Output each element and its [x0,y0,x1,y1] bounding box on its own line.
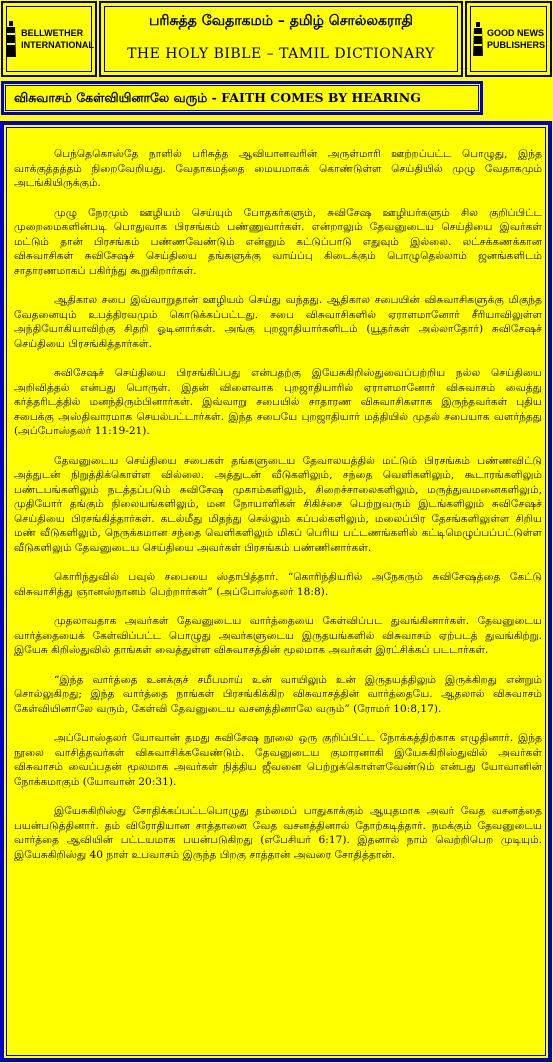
section-title-bar [1,81,483,115]
content-box [0,121,552,1062]
paragraph: முதலாவதாக அவர்கள் தேவனுடைய வார்த்தையை கேள்விப்பட துவங்கினார்கள். தேவனுடைய வார்த்தையைக் கேள்விப்பட்ட பொழுது அவர்களுடைய இருதயங்களில் விசுவாசம் ஏற்படத் துவங்கிற்று. இயேசு கிறிஸ்துவில் தாங்கள் வைத்துள்ள விசுவாசத்தின் மூலமாக அவர்கள் இரட்சிக்கப் படடார்கள். [14,615,542,656]
right-logo-line2: PUBLISHERS [486,40,545,50]
title-tamil: பரிசுத்த வேதாகமம் – தமிழ் சொல்லகராதி [149,13,413,29]
section-title: விசுவாசம் கேள்வியினாலே வரும் - FAITH COMES BY HEARING [14,90,421,105]
paragraphs [14,147,542,877]
paragraph: தேவனுடைய செய்தியை சபைகள் தங்களுடைய தேவாலயத்தில் மட்டும் பிரசங்கம் பண்ணவிட்டு அத்துடன் நிறுத்திக்கொள்ள வில்லை. அத்துடன் வீடுகளிலும், சந்தை வெளிகளிலும், கூடாரங்களிலும் பண்டபங்களிலும் நடத்தப்படும் சுவிசேஷ முகாம்களிலும், சிறைச்சாலைகளிலும், மருத்துவமனைகளிலும், முதியோர் தங்கும் நிலையங்களிலும், மன நோயாளிகள் சிகிச்சை பெற்றுவரும் இடங்களிலும் சுவிசேஷச் செய்தியை பிரசங்கித்தார்கள். கடல்மீது மிதந்து செல்லும் கப்பல்களிலும், மலைப்பிர தேசங்களிலுள்ள சிறிய மண் வீடுகளிலும், நெருக்கமான சந்தை வெளிகளிலும் மிகப் பெரிய பட்டணங்களில் கட்டிமெழுப்பப்பட்டுள்ள வீடுகளிலும் தேவனுடைய செய்தியை அவர்கள் பிரசங்கம் பண்ணினார்கள். [14,454,542,554]
paragraph: சுவிசேஷச் செய்தியை பிரசங்கிப்பது என்பதற்கு இயேசுகிறிஸ்துவைப்பற்றிய நல்ல செய்தியை அறிவித்தல் என்பது பொருள். இதன் விளைவாக புறஜாதியாரில் ஏராளமானோர் விசுவாசம் வைத்து கர்த்தரிடத்தில் மனந்திரும்பினார்கள். இவ்வாறு சபையில் சாதாரண விசுவாசிகளாக இருந்தவர்கள் புதிய சபைக்கு அஸ்திவாரமாக செயல்பட்டார்கள். இந்த சபையே புறஜாதியார் மத்தியில் முதல் சபையாக வளர்ந்தது (அப்போஸ்தலர் 11:19-21). [14,367,542,437]
paragraph: இயேசுகிறிஸ்து சோதிக்கப்பட்டபொழுது தம்மைப் பாதுகாக்கும் ஆயுதமாக அவர் வேத வசனத்தை பயன்படுத்தினார். தம் விரோதியான சாத்தானை வேத வசனத்தினால் தோற்கடித்தார். நமக்கும் தேவனுடைய வார்த்தை ஆவியின் பட்டயமாக பயன்படுகிறது (எபேசியர் 6:17). இதனால் நாம் வெற்றிபெற முடியும். இயேசுகிறிஸ்து 40 நாள் உபவாசம் இருந்த பிறகு சாத்தான் அவரை சோதித்தான். [14,805,542,861]
header-right-logo-box [465,1,552,77]
paragraph: பெந்தெகொஸ்தே நாளில் பரிசுத்த ஆவியானவரின் அருள்மாரி ஊற்றப்பட்ட பொழுது, இந்த வாக்குத்தத்தம் நிறைவேறியது. வேதாகமத்தை மையமாகக் கொண்டுள்ள செய்தியில் முழு வேதாகமும் அடங்கியிருக்கும். [14,148,542,189]
title-english: THE HOLY BIBLE – TAMIL DICTIONARY [127,46,435,62]
paragraph: அப்போஸ்தலர் யோவான் தமது சுவிசேஷ நூலை ஒரு குறிப்பிட்ட நோக்கத்திற்காக எழுதினார். இந்த நூலை வாசித்தவர்கள் விசுவாசிக்கவேண்டும். தேவனுடைய குமாரனாகி இயேசுகிறிஸ்துவில் அவர்கள் விசுவாசம் வைப்பதன் மூலமாக அவர்கள் நித்திய ஜீவனை பெற்றுக்கொள்ளவேண்டும் என்பது யோவானின் நோக்கமாகும் (யோவான் 20:31). [14,732,542,788]
header-title-box [99,1,463,77]
paragraph: கொரிந்துவில் பவுல் சபையை ஸ்தாபித்தார். “கொரிந்தியரில் அநேகரும் சுவிசேஷத்தை கேட்டு விசுவாசித்து ஞானஸ்நானம் பெற்றார்கள்” (அப்போஸ்தலர் 18:8). [14,571,542,598]
paragraph: முழு நேரமும் ஊழியம் செய்யும் போதகர்களும், சுவிசேஷ ஊழியர்களும் சில குறிப்பிட்ட முறைமைகளின்படி பொதுவாக பிரசங்கம் பண்ணுவார்கள். என்றாலும் தேவனுடைய செய்தியை இவர்கள் மட்டும் தான் பிரசங்கம் பண்ணவேண்டும் என்னும் கட்டுப்பாடு எதுவும் இல்லை. லட்சக்கணக்கான விசுவாசிகள் சுவிசேஷச் செய்தியை தங்களுக்கு வாய்ப்பு கிடைக்கும் பொழுதெல்லாம் ஜனங்களிடம் சாதாரணமாகப் பகிர்ந்து கூறுகிறார்கள். [14,206,542,277]
left-logo-line1: BELLWETHER [21,28,84,38]
left-logo-line2: INTERNATIONAL [21,40,94,50]
paragraph: ஆதிகால சபை இவ்வாறுதான் ஊழியம் செய்து வந்தது. ஆதிகால சபையின் விசுவாசிகளுக்கு மிகுந்த வேதனையும் உபத்திரவமும் கொடுக்கப்பட்டது. சபை விசுவாசிகளில் ஏராளமானோர் சீரியாவிலுள்ள அந்தியோகியாவிற்கு சிதறி ஓடினார்கள். அங்கு புறஜாதியார்களிடம் (யூதர்கள் அல்லாதோர்) சுவிசேஷச் செய்தியை பிரசங்கித்தார்கள். [14,294,542,350]
right-logo-line1: GOOD NEWS [486,28,544,38]
paragraph: “இந்த வார்த்தை உனக்குச் சமீபமாய் உன் வாயிலும் உன் இருதயத்திலும் இருக்கிறது என்றும் சொல்லுகிறது; இந்த வார்த்தை நாங்கள் பிரசங்கிக்கிற விசுவாசத்தின் வார்த்தையே. ஆதலால் விசுவாசம் கேள்வியினாலே வரும், கேள்வி தேவனுடைய வசனத்தினாலே வரும்” (ரோமர் 10:8,17). [14,673,542,715]
header-left-logo-box [1,1,97,77]
